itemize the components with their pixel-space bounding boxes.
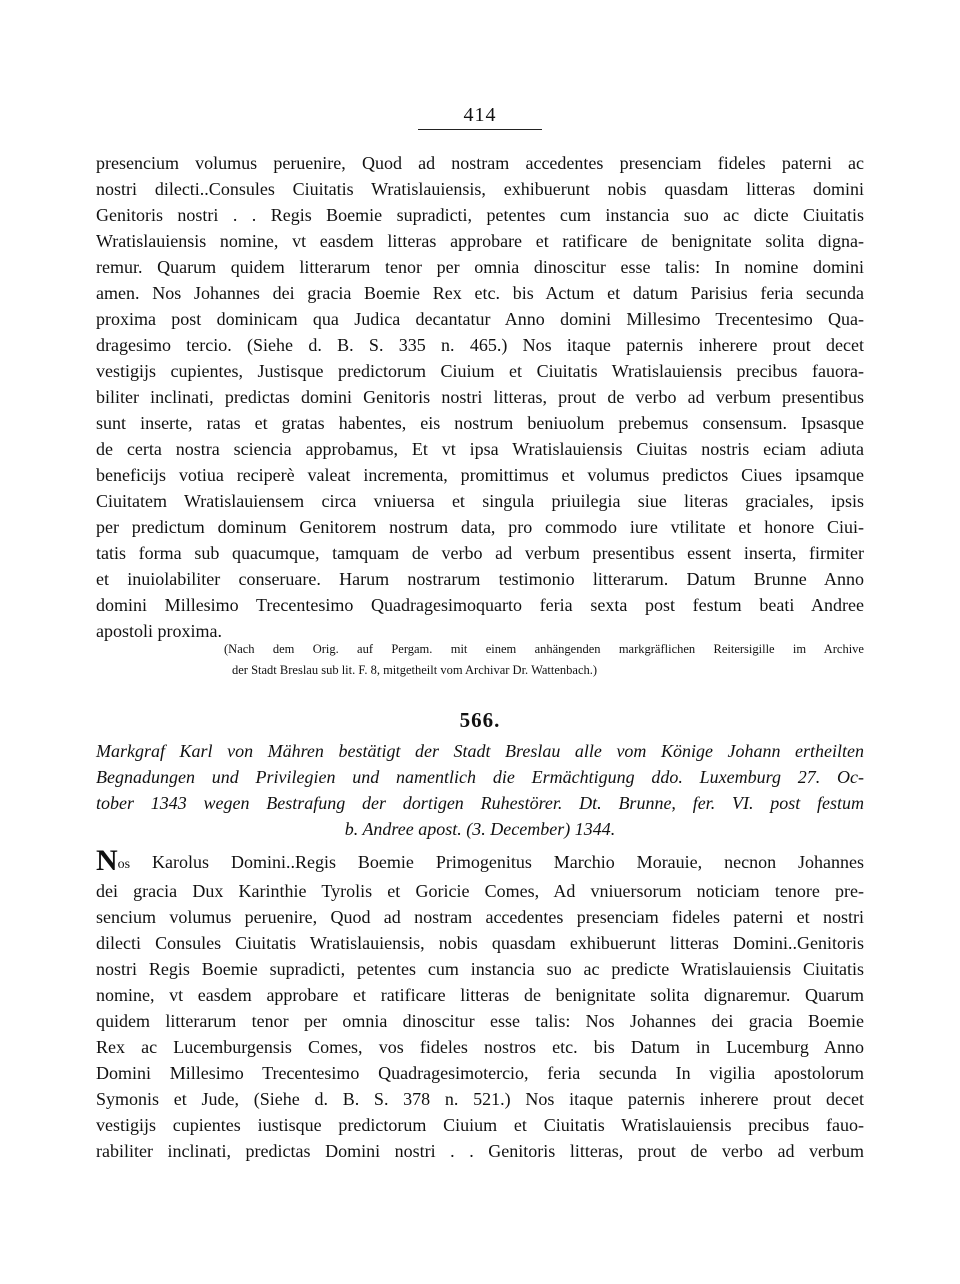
header-rule xyxy=(418,129,542,130)
text-line: dei gracia Dux Karinthie Tyrolis et Goricie Comes, Ad vniuersorum noticiam tenore pre- xyxy=(96,881,864,901)
text-line: vestigijs cupientes iustisque predictorum Ciuium et Ciuitatis Wratislauiensis precibus fauo- xyxy=(96,1115,864,1135)
heading-line: Markgraf Karl von Mähren bestätigt der Stadt Breslau alle vom Könige Johann ertheilten xyxy=(96,741,864,761)
text-line: dragesimo tercio. (Siehe d. B. S. 335 n. 465.) Nos itaque paternis inherere prout decet xyxy=(96,335,864,355)
text-line: nomine, vt easdem approbare et ratificare litteras de benignitate solita dignaremur. Quarum xyxy=(96,985,864,1005)
text-line: Symonis et Jude, (Siehe d. B. S. 378 n. 521.) Nos itaque paternis inherere prout decet xyxy=(96,1089,864,1109)
heading-line: Begnadungen und Privilegien und namentlich die Ermächtigung ddo. Luxemburg 27. Oc- xyxy=(96,767,864,787)
text-line: amen. Nos Johannes dei gracia Boemie Rex etc. bis Actum et datum Parisius feria secunda xyxy=(96,283,864,303)
text-line: remur. Quarum quidem litterarum tenor per omnia dinoscitur esse talis: In nomine domini xyxy=(96,257,864,277)
heading-line: b. Andree apost. (3. December) 1344. xyxy=(344,819,616,839)
text-line: apostoli proxima. xyxy=(96,621,222,641)
text-line-first xyxy=(96,844,864,878)
text-line: rabiliter inclinati, predictas Domini nostri . . Genitoris litteras, prout de verbo ad verbum xyxy=(96,1141,864,1161)
initial-rest: os xyxy=(117,857,131,872)
text-line: dilecti Consules Ciuitatis Wratislauiensis, nobis quasdam exhibuerunt litteras Domini..Genitoris xyxy=(96,933,864,953)
note-line: (Nach dem Orig. auf Pergam. mit einem anhängenden markgräflichen Reitersigille im Archive xyxy=(224,642,864,656)
page-number: 414 xyxy=(463,104,497,126)
text-line: domini Millesimo Trecentesimo Quadragesimoquarto feria sexta post festum beati Andree xyxy=(96,595,864,615)
heading-line: tober 1343 wegen Bestrafung der dortigen Ruhestörer. Dt. Brunne, fer. VI. post festum xyxy=(96,793,864,813)
text-line: de certa nostra sciencia approbamus, Et vt ipsa Wratislauiensis Ciuitas nostris eciam adiuta xyxy=(96,439,864,459)
text-line: Rex ac Lucemburgensis Comes, vos fideles nostros etc. bis Datum in Lucemburg Anno xyxy=(96,1037,864,1057)
document-number: 566. xyxy=(459,708,501,732)
text-line: sunt inserte, ratas et gratas habentes, eis nostrum beniuolum prebemus consensum. Ipsasque xyxy=(96,413,864,433)
text-line: biliter inclinati, predictas domini Genitoris nostri litteras, prout de verbo ad verbum presentibus xyxy=(96,387,864,407)
document-text xyxy=(96,844,864,1164)
text-line: tatis forma sub quacumque, tamquam de verbo ad verbum presentibus essent inserta, firmiter xyxy=(96,543,864,563)
text-line: vestigijs cupientes, Justisque predictorum Ciuium et Ciuitatis Wratislauiensis precibus fauora- xyxy=(96,361,864,381)
continued-text xyxy=(96,150,864,644)
text-line: nostri dilecti..Consules Ciuitatis Wratislauiensis, exhibuerunt nobis quasdam litteras domini xyxy=(96,179,864,199)
text-line: per predictum dominum Genitorem nostrum data, pro commodo iure vtilitate et honore Ciui- xyxy=(96,517,864,537)
text-line: proxima post dominicam qua Judica decantatur Anno domini Millesimo Trecentesimo Qua- xyxy=(96,309,864,329)
source-note xyxy=(224,639,864,681)
text-line: beneficijs votiua reciperè valeat incrementa, promittimus et volumus predictos Ciues ipsamque xyxy=(96,465,864,485)
text-line: quidem litterarum tenor per omnia dinoscitur esse talis: Nos Johannes dei gracia Boemie xyxy=(96,1011,864,1031)
initial-letter: N xyxy=(96,844,118,877)
text-line: sencium volumus peruenire, Quod ad nostram accedentes presenciam fideles paterni et nostri xyxy=(96,907,864,927)
text-line: Domini Millesimo Trecentesimo Quadragesimotercio, feria secunda In vigilia apostolorum xyxy=(96,1063,864,1083)
text-line: Genitoris nostri . . Regis Boemie supradicti, petentes cum instancia suo ac dicte Ciuitatis xyxy=(96,205,864,225)
text-line: presencium volumus peruenire, Quod ad nostram accedentes presenciam fideles paterni ac xyxy=(96,153,864,173)
first-line-rest: Karolus Domini..Regis Boemie Primogenitus Marchio Morauie, necnon Johannes xyxy=(130,852,864,872)
note-line: der Stadt Breslau sub lit. F. 8, mitgetheilt vom Archivar Dr. Wattenbach.) xyxy=(232,663,598,677)
text-line: Wratislauiensis nomine, vt easdem litteras approbare et ratificare de benignitate solita digna- xyxy=(96,231,864,251)
text-line: nostri Regis Boemie supradicti, petentes cum instancia suo ac predicte Wratislauiensis Ciuitatis xyxy=(96,959,864,979)
document-heading xyxy=(96,738,864,842)
text-line: Ciuitatem Wratislauiensem circa vniuersa et singula priuilegia siue literas graciales, ipsis xyxy=(96,491,864,511)
text-line: et inuiolabiliter conseruare. Harum nostrarum testimonio litterarum. Datum Brunne Anno xyxy=(96,569,864,589)
